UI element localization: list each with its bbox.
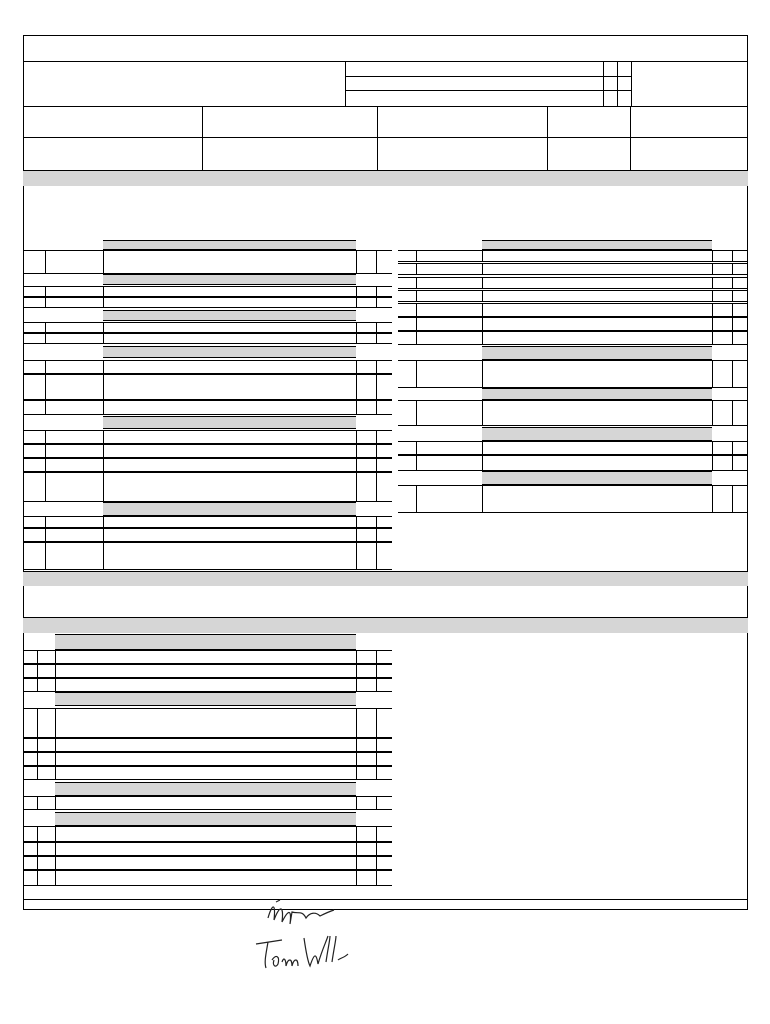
column-divider	[356, 458, 357, 472]
r-checkbox[interactable]	[732, 485, 748, 513]
section-header	[103, 346, 356, 358]
inspection-item-row	[23, 286, 392, 297]
inspection-item-row	[398, 303, 748, 317]
section-header	[103, 274, 356, 285]
r-checkbox[interactable]	[376, 664, 392, 678]
inspection-item-row	[23, 250, 392, 274]
column-divider	[55, 650, 56, 664]
r-checkbox[interactable]	[376, 286, 392, 297]
column-divider	[482, 441, 483, 455]
inspection-item-row	[23, 650, 392, 664]
r-checkbox[interactable]	[732, 331, 748, 345]
inspection-item-row	[23, 516, 392, 528]
section-header	[482, 388, 712, 400]
column-divider	[356, 444, 357, 458]
column-divider	[37, 678, 38, 692]
column-divider	[103, 374, 104, 400]
column-divider	[482, 331, 483, 345]
r-checkbox[interactable]	[376, 796, 392, 810]
divider	[631, 61, 632, 106]
r-checkbox[interactable]	[732, 250, 748, 262]
cos-checkbox[interactable]	[356, 542, 376, 570]
column-divider	[356, 430, 357, 444]
column-divider	[45, 286, 46, 297]
divider	[617, 61, 618, 106]
section-header	[482, 346, 712, 360]
column-divider	[37, 766, 38, 780]
section-header	[482, 471, 712, 485]
r-checkbox[interactable]	[376, 322, 392, 333]
column-divider	[482, 250, 483, 262]
inspection-item-row	[398, 400, 748, 426]
cos-checkbox[interactable]	[712, 303, 732, 317]
divider	[23, 617, 748, 618]
cos-checkbox[interactable]	[712, 331, 732, 345]
r-checkbox[interactable]	[732, 360, 748, 388]
column-divider	[55, 678, 56, 692]
column-divider	[103, 430, 104, 444]
section-header	[55, 812, 356, 826]
column-divider	[712, 331, 713, 345]
column-divider	[712, 317, 713, 331]
cos-checkbox[interactable]	[356, 870, 376, 886]
cos-checkbox[interactable]	[356, 796, 376, 810]
column-divider	[356, 856, 357, 870]
r-checkbox[interactable]	[376, 250, 392, 274]
column-divider	[103, 458, 104, 472]
cos-checkbox[interactable]	[712, 317, 732, 331]
inspection-item-row	[23, 528, 392, 542]
cos-checkbox[interactable]	[356, 678, 376, 692]
inspection-item-row	[23, 856, 392, 870]
inspection-item-row	[23, 322, 392, 333]
form-border-bottom	[23, 909, 748, 910]
cos-checkbox[interactable]	[356, 752, 376, 766]
column-divider	[482, 455, 483, 471]
column-divider	[45, 444, 46, 458]
cos-checkbox[interactable]	[356, 856, 376, 870]
column-divider	[103, 322, 104, 333]
column-divider	[103, 360, 104, 374]
column-divider	[356, 542, 357, 570]
pic-signature	[262, 898, 342, 930]
divider	[23, 571, 748, 572]
inspection-item-row	[398, 360, 748, 388]
column-divider	[712, 303, 713, 317]
r-checkbox[interactable]	[376, 766, 392, 780]
column-divider	[356, 297, 357, 308]
r-checkbox[interactable]	[376, 430, 392, 444]
r-checkbox[interactable]	[376, 516, 392, 528]
inspection-item-row	[398, 263, 748, 275]
column-divider	[356, 796, 357, 810]
section-header	[482, 427, 712, 441]
divider	[630, 106, 631, 170]
cos-checkbox[interactable]	[356, 708, 376, 738]
inspection-item-row	[23, 297, 392, 308]
column-divider	[103, 297, 104, 308]
column-divider	[356, 738, 357, 752]
inspection-item-row	[23, 708, 392, 738]
column-divider	[416, 360, 417, 388]
column-divider	[45, 458, 46, 472]
inspection-item-row	[398, 317, 748, 331]
column-divider	[356, 678, 357, 692]
column-divider	[45, 542, 46, 570]
column-divider	[356, 664, 357, 678]
column-divider	[356, 374, 357, 400]
divider	[547, 106, 548, 170]
column-divider	[45, 374, 46, 400]
column-divider	[712, 263, 713, 275]
column-divider	[712, 360, 713, 388]
column-divider	[55, 766, 56, 780]
cos-checkbox[interactable]	[356, 360, 376, 374]
section-header	[55, 782, 356, 796]
cos-checkbox[interactable]	[356, 766, 376, 780]
retail-header-band	[23, 617, 748, 633]
divider	[345, 61, 346, 106]
column-divider	[482, 360, 483, 388]
r-checkbox[interactable]	[732, 441, 748, 455]
r-checkbox[interactable]	[376, 297, 392, 308]
cos-checkbox[interactable]	[712, 290, 732, 302]
cos-checkbox[interactable]	[356, 250, 376, 274]
column-divider	[712, 250, 713, 262]
column-divider	[45, 400, 46, 415]
inspection-item-row	[23, 542, 392, 570]
column-divider	[356, 360, 357, 374]
inspection-item-row	[23, 678, 392, 692]
column-divider	[45, 322, 46, 333]
inspection-item-row	[398, 250, 748, 262]
column-divider	[356, 708, 357, 738]
cos-checkbox[interactable]	[356, 444, 376, 458]
column-divider	[416, 277, 417, 289]
column-divider	[712, 485, 713, 513]
column-divider	[45, 333, 46, 344]
column-divider	[356, 333, 357, 344]
section-header	[103, 416, 356, 429]
cos-checkbox[interactable]	[356, 374, 376, 400]
inspection-item-row	[398, 290, 748, 302]
column-divider	[103, 472, 104, 502]
inspection-item-row	[23, 458, 392, 472]
form-border-top	[23, 35, 748, 36]
r-checkbox[interactable]	[376, 708, 392, 738]
r-checkbox[interactable]	[732, 277, 748, 289]
r-checkbox[interactable]	[376, 444, 392, 458]
inspection-item-row	[23, 400, 392, 415]
column-divider	[103, 528, 104, 542]
column-divider	[416, 400, 417, 426]
cos-checkbox[interactable]	[712, 250, 732, 262]
cos-checkbox[interactable]	[356, 458, 376, 472]
column-divider	[55, 856, 56, 870]
column-divider	[45, 516, 46, 528]
column-divider	[45, 528, 46, 542]
cos-checkbox[interactable]	[356, 842, 376, 856]
column-divider	[712, 455, 713, 471]
column-divider	[416, 317, 417, 331]
column-divider	[416, 455, 417, 471]
column-divider	[103, 286, 104, 297]
r-checkbox[interactable]	[376, 472, 392, 502]
divider	[23, 137, 748, 138]
inspection-item-row	[398, 485, 748, 513]
section-header	[103, 310, 356, 321]
column-divider	[37, 738, 38, 752]
divider	[23, 170, 748, 171]
column-divider	[37, 826, 38, 842]
column-divider	[45, 297, 46, 308]
inspection-item-row	[23, 870, 392, 886]
column-divider	[37, 708, 38, 738]
divider	[345, 76, 631, 77]
r-checkbox[interactable]	[376, 650, 392, 664]
column-divider	[103, 542, 104, 570]
inspection-item-row	[398, 455, 748, 471]
column-divider	[37, 796, 38, 810]
divider	[603, 61, 604, 106]
inspection-item-row	[23, 360, 392, 374]
r-checkbox[interactable]	[732, 263, 748, 275]
inspection-item-row	[23, 472, 392, 502]
column-divider	[37, 856, 38, 870]
r-checkbox[interactable]	[376, 360, 392, 374]
column-divider	[712, 277, 713, 289]
inspection-item-row	[23, 333, 392, 344]
form-border-right	[747, 35, 748, 910]
cos-checkbox[interactable]	[712, 360, 732, 388]
column-divider	[356, 842, 357, 856]
inspection-item-row	[23, 430, 392, 444]
column-divider	[55, 826, 56, 842]
r-checkbox[interactable]	[732, 317, 748, 331]
column-divider	[356, 400, 357, 415]
inspection-item-row	[398, 331, 748, 345]
retail-band	[23, 572, 748, 586]
r-checkbox[interactable]	[732, 455, 748, 471]
column-divider	[416, 331, 417, 345]
column-divider	[482, 317, 483, 331]
column-divider	[416, 303, 417, 317]
column-divider	[416, 250, 417, 262]
r-checkbox[interactable]	[376, 856, 392, 870]
inspection-item-row	[23, 738, 392, 752]
column-divider	[103, 333, 104, 344]
inspection-item-row	[23, 444, 392, 458]
column-divider	[45, 360, 46, 374]
column-divider	[482, 263, 483, 275]
column-divider	[37, 842, 38, 856]
cos-checkbox[interactable]	[712, 263, 732, 275]
column-divider	[37, 650, 38, 664]
r-checkbox[interactable]	[376, 400, 392, 415]
r-checkbox[interactable]	[376, 542, 392, 570]
r-checkbox[interactable]	[376, 842, 392, 856]
r-checkbox[interactable]	[732, 303, 748, 317]
cos-checkbox[interactable]	[356, 472, 376, 502]
column-divider	[356, 826, 357, 842]
cos-checkbox[interactable]	[356, 826, 376, 842]
column-divider	[103, 400, 104, 415]
column-divider	[103, 444, 104, 458]
column-divider	[356, 286, 357, 297]
column-divider	[45, 430, 46, 444]
column-divider	[55, 752, 56, 766]
column-divider	[103, 516, 104, 528]
r-checkbox[interactable]	[376, 374, 392, 400]
r-checkbox[interactable]	[376, 528, 392, 542]
section-header	[55, 692, 356, 706]
column-divider	[416, 290, 417, 302]
column-divider	[45, 250, 46, 274]
cos-checkbox[interactable]	[356, 528, 376, 542]
risk-factors-note	[406, 515, 712, 567]
column-divider	[712, 441, 713, 455]
column-divider	[37, 870, 38, 886]
divider	[377, 106, 378, 170]
r-checkbox[interactable]	[376, 678, 392, 692]
column-divider	[356, 650, 357, 664]
r-checkbox[interactable]	[376, 738, 392, 752]
foodborne-band	[23, 170, 748, 186]
column-divider	[356, 322, 357, 333]
column-divider	[356, 250, 357, 274]
inspector-signature	[252, 932, 352, 972]
divider	[23, 61, 748, 62]
cos-checkbox[interactable]	[712, 400, 732, 426]
column-divider	[55, 664, 56, 678]
divider	[202, 106, 203, 170]
column-divider	[55, 870, 56, 886]
column-divider	[416, 441, 417, 455]
inspection-item-row	[23, 374, 392, 400]
cos-checkbox[interactable]	[712, 455, 732, 471]
r-checkbox[interactable]	[376, 333, 392, 344]
column-divider	[55, 842, 56, 856]
inspection-item-row	[23, 842, 392, 856]
column-divider	[712, 400, 713, 426]
cos-checkbox[interactable]	[356, 322, 376, 333]
column-divider	[482, 400, 483, 426]
inspection-item-row	[23, 796, 392, 810]
column-divider	[482, 290, 483, 302]
section-header	[55, 634, 356, 650]
inspection-item-row	[23, 752, 392, 766]
cos-checkbox[interactable]	[356, 664, 376, 678]
cos-checkbox[interactable]	[356, 297, 376, 308]
cos-checkbox[interactable]	[356, 333, 376, 344]
column-divider	[356, 472, 357, 502]
divider	[23, 106, 748, 107]
inspection-item-row	[23, 766, 392, 780]
r-checkbox[interactable]	[732, 290, 748, 302]
column-divider	[37, 752, 38, 766]
column-divider	[356, 752, 357, 766]
column-divider	[416, 263, 417, 275]
column-divider	[712, 290, 713, 302]
divider	[345, 90, 631, 91]
column-divider	[482, 277, 483, 289]
cos-checkbox[interactable]	[356, 400, 376, 415]
column-divider	[55, 738, 56, 752]
column-divider	[356, 766, 357, 780]
r-checkbox[interactable]	[376, 870, 392, 886]
section-header	[103, 240, 356, 250]
r-checkbox[interactable]	[376, 752, 392, 766]
cos-checkbox[interactable]	[356, 738, 376, 752]
cos-checkbox[interactable]	[356, 430, 376, 444]
inspection-item-row	[398, 441, 748, 455]
cos-checkbox[interactable]	[356, 286, 376, 297]
column-divider	[356, 870, 357, 886]
r-checkbox[interactable]	[376, 826, 392, 842]
section-header	[103, 502, 356, 516]
cos-checkbox[interactable]	[356, 516, 376, 528]
column-divider	[55, 796, 56, 810]
column-divider	[45, 472, 46, 502]
column-divider	[55, 708, 56, 738]
cos-checkbox[interactable]	[356, 650, 376, 664]
inspection-item-row	[398, 277, 748, 289]
section-header	[482, 240, 712, 250]
column-divider	[482, 485, 483, 513]
column-divider	[356, 516, 357, 528]
column-divider	[103, 250, 104, 274]
cos-checkbox[interactable]	[712, 485, 732, 513]
column-divider	[37, 664, 38, 678]
r-checkbox[interactable]	[376, 458, 392, 472]
inspection-item-row	[23, 826, 392, 842]
column-divider	[356, 528, 357, 542]
r-checkbox[interactable]	[732, 400, 748, 426]
column-divider	[416, 485, 417, 513]
divider	[23, 899, 748, 900]
inspection-item-row	[23, 664, 392, 678]
cos-checkbox[interactable]	[712, 441, 732, 455]
cos-checkbox[interactable]	[712, 277, 732, 289]
column-divider	[482, 303, 483, 317]
